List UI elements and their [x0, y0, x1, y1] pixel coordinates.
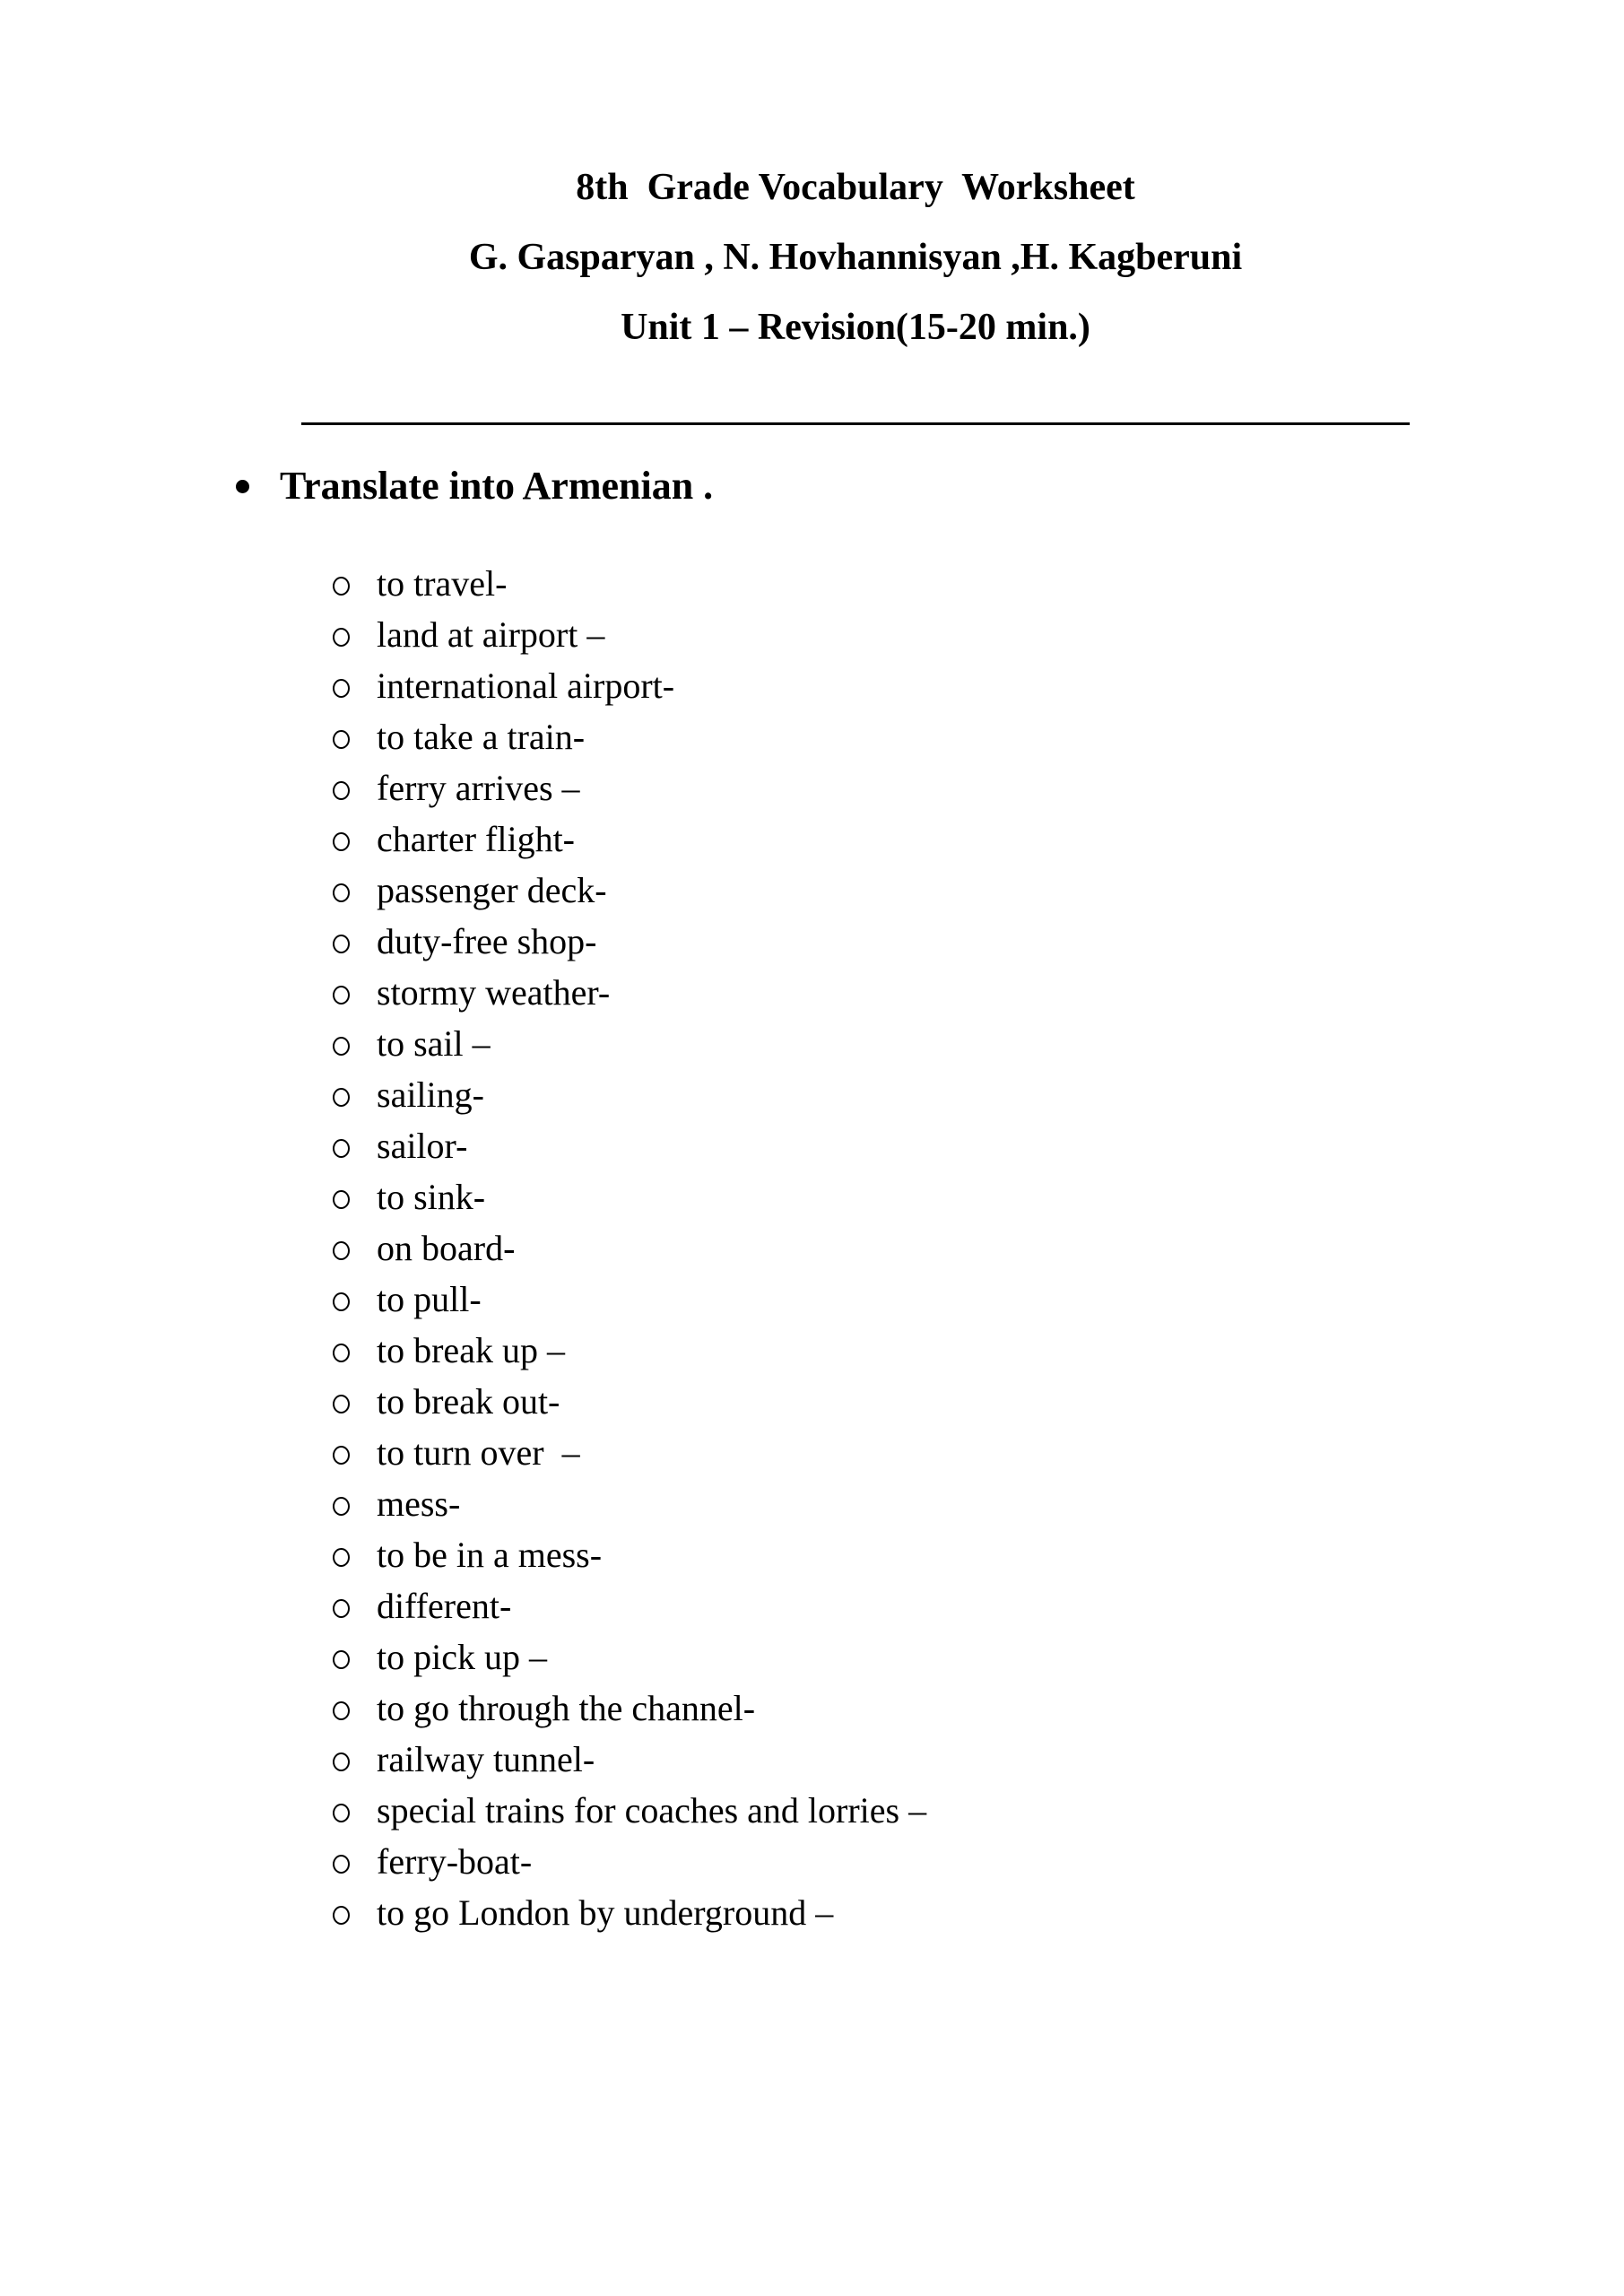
- hollow-circle-bullet-icon: [333, 679, 350, 698]
- list-item: [333, 1018, 1624, 1069]
- list-item-text: to break out-: [377, 1381, 560, 1422]
- list-item: [333, 609, 1624, 660]
- filled-circle-bullet-icon: [236, 480, 249, 493]
- hollow-circle-bullet-icon: [333, 883, 350, 902]
- list-item-text: land at airport –: [377, 614, 605, 655]
- list-item-text: to pull-: [377, 1279, 482, 1319]
- list-item: [333, 1785, 1624, 1836]
- list-item-text: sailor-: [377, 1126, 468, 1166]
- section-heading-row: [236, 459, 1624, 513]
- divider-line: [301, 422, 1410, 425]
- list-item-text: passenger deck-: [377, 870, 607, 910]
- list-item: [333, 762, 1624, 813]
- section-heading: Translate into Armenian .: [280, 464, 714, 508]
- hollow-circle-bullet-icon: [333, 1344, 350, 1362]
- list-item: [333, 865, 1624, 916]
- hollow-circle-bullet-icon: [333, 1241, 350, 1260]
- page-title: 8th Grade Vocabulary Worksheet: [576, 167, 1135, 208]
- hollow-circle-bullet-icon: [333, 1292, 350, 1311]
- vocabulary-list: [333, 558, 1624, 1938]
- list-item: [333, 1069, 1624, 1120]
- hollow-circle-bullet-icon: [333, 1650, 350, 1669]
- list-item: [333, 916, 1624, 967]
- hollow-circle-bullet-icon: [333, 1139, 350, 1158]
- list-item-text: ferry-boat-: [377, 1841, 533, 1882]
- list-item: [333, 1376, 1624, 1427]
- list-item-text: to go London by underground –: [377, 1892, 834, 1933]
- list-item-text: to travel-: [377, 563, 508, 604]
- list-item-text: duty-free shop-: [377, 921, 597, 961]
- list-item-text: to sink-: [377, 1177, 486, 1217]
- list-item-text: ferry arrives –: [377, 768, 580, 808]
- list-item: [333, 1836, 1624, 1887]
- list-item: [333, 813, 1624, 865]
- list-item-text: international airport-: [377, 665, 675, 706]
- list-item: [333, 1478, 1624, 1529]
- list-item: [333, 1683, 1624, 1734]
- list-item: [333, 1274, 1624, 1325]
- hollow-circle-bullet-icon: [333, 730, 350, 749]
- hollow-circle-bullet-icon: [333, 628, 350, 647]
- list-item-text: stormy weather-: [377, 972, 611, 1013]
- hollow-circle-bullet-icon: [333, 1599, 350, 1618]
- list-item-text: to break up –: [377, 1330, 565, 1370]
- list-item: [333, 1631, 1624, 1683]
- list-item-text: to take a train-: [377, 717, 586, 757]
- list-item-text: to sail –: [377, 1023, 491, 1064]
- list-item: [333, 711, 1624, 762]
- hollow-circle-bullet-icon: [333, 1804, 350, 1822]
- hollow-circle-bullet-icon: [333, 1088, 350, 1107]
- hollow-circle-bullet-icon: [333, 1701, 350, 1720]
- hollow-circle-bullet-icon: [333, 1395, 350, 1413]
- hollow-circle-bullet-icon: [333, 1446, 350, 1465]
- hollow-circle-bullet-icon: [333, 577, 350, 596]
- list-item: [333, 1580, 1624, 1631]
- unit-heading: Unit 1 – Revision(15-20 min.): [621, 307, 1090, 348]
- list-item: [333, 1887, 1624, 1938]
- list-item-text: sailing-: [377, 1074, 484, 1115]
- hollow-circle-bullet-icon: [333, 1752, 350, 1771]
- list-item: [333, 1222, 1624, 1274]
- title-block: [301, 152, 1410, 362]
- list-item-text: to go through the channel-: [377, 1688, 756, 1728]
- hollow-circle-bullet-icon: [333, 1855, 350, 1874]
- list-item-text: to turn over –: [377, 1432, 580, 1473]
- list-item: [333, 558, 1624, 609]
- list-item-text: mess-: [377, 1483, 461, 1524]
- list-item-text: railway tunnel-: [377, 1739, 595, 1779]
- hollow-circle-bullet-icon: [333, 935, 350, 953]
- list-item: [333, 1427, 1624, 1478]
- list-item-text: special trains for coaches and lorries –: [377, 1790, 927, 1831]
- list-item-text: charter flight-: [377, 819, 575, 859]
- hollow-circle-bullet-icon: [333, 1037, 350, 1056]
- hollow-circle-bullet-icon: [333, 986, 350, 1004]
- hollow-circle-bullet-icon: [333, 1497, 350, 1516]
- hollow-circle-bullet-icon: [333, 1906, 350, 1925]
- list-item-text: on board-: [377, 1228, 516, 1268]
- hollow-circle-bullet-icon: [333, 1548, 350, 1567]
- list-item: [333, 967, 1624, 1018]
- list-item-text: to pick up –: [377, 1637, 547, 1677]
- hollow-circle-bullet-icon: [333, 832, 350, 851]
- list-item: [333, 1325, 1624, 1376]
- list-item: [333, 660, 1624, 711]
- list-item-text: to be in a mess-: [377, 1535, 603, 1575]
- list-item-text: different-: [377, 1586, 512, 1626]
- list-item: [333, 1529, 1624, 1580]
- list-item: [333, 1120, 1624, 1171]
- authors-line: G. Gasparyan , N. Hovhannisyan ,H. Kagberuni: [468, 237, 1243, 278]
- list-item: [333, 1171, 1624, 1222]
- hollow-circle-bullet-icon: [333, 1190, 350, 1209]
- hollow-circle-bullet-icon: [333, 781, 350, 800]
- list-item: [333, 1734, 1624, 1785]
